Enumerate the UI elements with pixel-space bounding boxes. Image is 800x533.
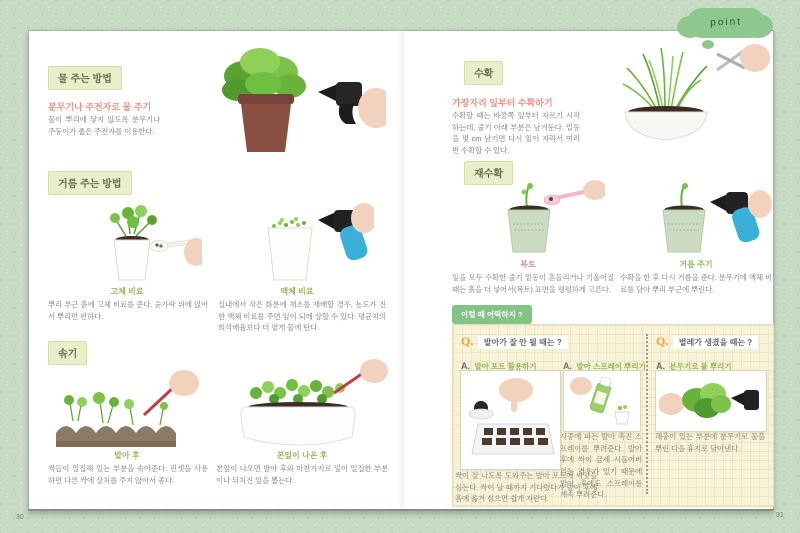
a-mark: A.	[656, 361, 665, 371]
qa-divider	[646, 334, 648, 494]
white-pot	[114, 240, 150, 280]
body-liquid-fertilizer: 실내에서 작은 화분에 채소를 재배할 경우, 농도가 진한 액체 비료를 주면 잎이 되레 상할 수 있다. 평균치의 희석배율보다 더 옅게 물에 탄다.	[218, 300, 386, 333]
hand	[499, 378, 533, 402]
photo-germination-spray	[564, 371, 640, 431]
a-mark: A.	[563, 361, 572, 371]
caption-after-germination: 발아 후	[114, 451, 140, 460]
finger	[511, 398, 517, 412]
qa-question-1: Q. 발아가 잘 안 될 때는 ?	[461, 332, 568, 350]
point-badge	[687, 8, 765, 38]
harvest-subheading: 가장자리 잎부터 수확하기	[452, 98, 553, 108]
watering-body: 물이 뿌리에 닿지 않도록 분무기나 주둥이가 좁은 주전자를 이용한다.	[48, 115, 160, 136]
photo-fertilizing-after-harvest	[622, 180, 772, 258]
caption-soil-topping: 복토	[520, 260, 536, 269]
seed-tray	[472, 424, 554, 454]
photo-bug-water-spray	[656, 371, 766, 431]
section-title-fertilizing: 거름 주는 방법	[48, 171, 132, 195]
photo-liquid-fertilizer	[222, 190, 374, 284]
point-label: point	[710, 16, 743, 29]
black-sprayer-icon	[731, 390, 759, 410]
hand	[748, 190, 772, 218]
section-title-reharvest: 재수확	[464, 161, 513, 185]
white-bowl	[625, 112, 707, 140]
lettuce-plant	[222, 48, 306, 101]
qa-answer-title-2: A. 발아 스프레이 뿌리기	[563, 361, 646, 371]
green-pot	[508, 210, 550, 252]
caption-true-leaves: 본잎이 나온 후	[276, 451, 328, 460]
qa-answer-title-1: A. 발아 포트 활용하기	[461, 361, 537, 371]
hand	[583, 180, 605, 200]
parsley-plant	[110, 205, 157, 236]
white-pot	[268, 228, 312, 280]
spray-bottle-icon	[589, 376, 613, 414]
caption-liquid-fertilizer: 액체 비료	[280, 287, 314, 296]
qa-answer-title-3: A. 분무기로 물 뿌리기	[656, 361, 732, 371]
hand	[570, 377, 592, 395]
body-true-leaves: 본잎이 나오면 발아 후와 마찬가지로 잎이 밀집한 부분이나 뒤처진 잎을 뽑는다.	[216, 464, 388, 485]
qa-tab: 이럴 때 어떡하지 ?	[452, 305, 532, 324]
section-title-thinning: 솎기	[48, 341, 87, 365]
q-mark: Q.	[461, 334, 474, 348]
green-pot	[663, 210, 705, 252]
tweezers-icon	[144, 370, 199, 415]
stem	[681, 183, 688, 208]
leafy-plant	[623, 48, 707, 110]
photo-harvest	[565, 36, 770, 150]
flower-pot	[238, 94, 294, 152]
q-mark: Q.	[656, 334, 669, 348]
lettuce-leaves	[682, 383, 731, 418]
black-sprayer-icon	[318, 82, 386, 128]
hand	[659, 393, 684, 415]
a-mark: A.	[461, 361, 470, 371]
scissors-icon	[717, 44, 770, 72]
hand	[358, 88, 386, 128]
peat-pellet-bowl	[469, 401, 493, 419]
pink-spoon-icon	[544, 180, 605, 205]
qa-body-1: 싹이 잘 나도록 도와주는 발아 포트에 씨앗을 심는다. 싹이 날 때까지 기다렸다가 발아 후에 흙에 옮겨 심으면 쉽게 자란다.	[455, 471, 597, 504]
section-title-harvest: 수확	[464, 61, 503, 85]
qa-body-2: 시중에 파는 발아 촉진 스프레이를 뿌려준다. 발아 후에 싹이 금세 시들어버리는 경우가 있기 때문에 발아 후에도 스프레이를 계속 뿌려준다.	[560, 432, 642, 500]
blue-sprayer-icon	[318, 203, 374, 262]
watering-subheading: 분무기나 주전자로 물 주기	[48, 102, 152, 112]
book-spine	[398, 31, 406, 509]
egg-tray	[56, 426, 176, 447]
stem	[522, 183, 534, 208]
photo-watering	[148, 42, 386, 156]
body-solid-fertilizer: 뿌리 부근 흙에 고체 비료를 준다. 숟가락 위에 얹어서 뿌리면 편하다.	[48, 300, 208, 321]
white-planter	[241, 407, 355, 445]
section-title-watering: 물 주는 방법	[48, 66, 122, 90]
photo-soil-topping	[455, 180, 605, 258]
page-number-right: 31	[776, 512, 784, 519]
qa-question-2: Q. 벌레가 생겼을 때는 ?	[656, 332, 758, 350]
blue-sprayer-icon	[710, 190, 772, 244]
dense-sprouts	[250, 379, 345, 404]
sprouts	[272, 217, 306, 228]
photo-solid-fertilizer	[62, 194, 202, 284]
photo-thinning-true-leaves	[216, 355, 388, 449]
small-pot	[615, 405, 629, 424]
photo-thinning-after-germination	[48, 363, 206, 449]
page-number-left: 30	[16, 514, 24, 521]
hand	[740, 44, 770, 72]
hand	[360, 359, 388, 383]
tweezers-icon	[334, 359, 388, 393]
harvest-body: 수확할 때는 바깥쪽 잎부터 자르기 시작하는데, 줄기 아래 부분은 남겨둔다. 밑동을 몇 cm 남기면 다시 잎이 자라서 여러 번 수확할 수 있다.	[452, 111, 580, 155]
body-fertilizing-after-harvest: 수확을 한 후 다시 거름을 준다. 분무기에 액체 비료를 담아 뿌리 부근에 뿌린다.	[620, 273, 772, 294]
qa-body-3: 해충이 있는 부분에 분무기로 물을 뿌린 다음 휴지로 닦아낸다.	[655, 432, 765, 453]
hand	[169, 370, 199, 396]
photo-germination-pot	[461, 371, 560, 469]
caption-fertilizing-after-harvest: 거름 주기	[679, 260, 713, 269]
body-soil-topping: 잎을 모두 수확한 줄기 밑동이 흔들리거나 기울어질 때는 흙을 더 넣어서(복토) 표면을 평평하게 고른다.	[452, 273, 614, 294]
caption-solid-fertilizer: 고체 비료	[110, 287, 144, 296]
body-after-germination: 싹들이 밀집해 있는 부분을 솎아준다. 핀셋을 사용하면 다른 싹에 상처를 주지 않아서 좋다.	[48, 464, 208, 485]
